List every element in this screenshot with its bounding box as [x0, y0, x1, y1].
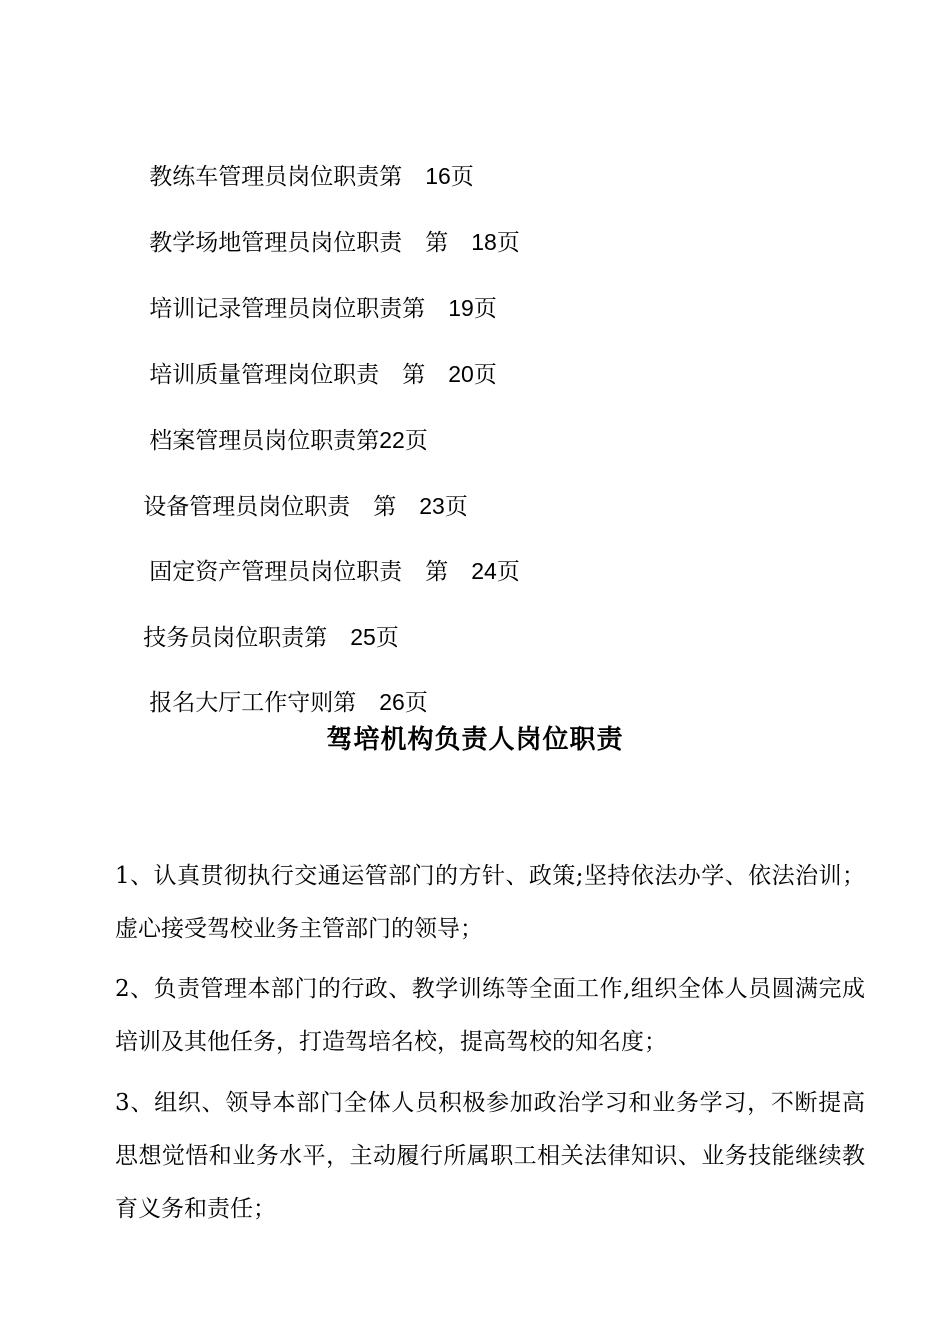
- toc-entry-gap: [425, 296, 448, 322]
- toc-entry-suffix: 页: [496, 230, 520, 256]
- toc-entry-gap: [402, 230, 425, 256]
- toc-entry-page: 23: [419, 493, 445, 519]
- paragraph: 3、组织、领导本部门全体人员积极参加政治学习和业务学习，不断提高思想觉悟和业务水平，主动履行所属职工相关法律知识、业务技能继续教育义务和责任；: [115, 1090, 865, 1222]
- toc-entry-gap: [402, 164, 425, 190]
- toc-entry-gap: [379, 362, 402, 388]
- toc-entry-gap: [327, 625, 350, 651]
- toc-entry-page: 26: [379, 689, 405, 715]
- paragraph: 2、负责管理本部门的行政、教学训练等全面工作,组织全体人员圆满完成培训及其他任务，打造驾培名校，提高驾校的知名度；: [115, 976, 865, 1055]
- toc-entry-prefix: 第: [425, 559, 472, 585]
- toc-entry-page: 20: [448, 361, 474, 387]
- toc-entry-title: 培训记录管理员岗位职责第: [149, 296, 426, 322]
- toc-entry-title: 报名大厅工作守则第: [149, 690, 357, 716]
- toc-entry-suffix: 页: [450, 164, 474, 190]
- toc-entry-page: 18: [471, 229, 497, 255]
- toc-entry-prefix: 第: [373, 494, 420, 520]
- toc-entry-title: 固定资产管理员岗位职责: [149, 559, 403, 585]
- toc-entry-title: 技务员岗位职责第: [143, 625, 328, 651]
- toc-entry-suffix: 页: [444, 494, 468, 520]
- toc-entry-page: 22: [379, 427, 405, 453]
- toc-entry-suffix: 页: [496, 559, 520, 585]
- toc-entry-gap: [350, 494, 373, 520]
- toc-entry-prefix: 第: [425, 230, 472, 256]
- toc-entry-title: 档案管理员岗位职责第: [149, 428, 380, 454]
- toc-entry-title: 设备管理员岗位职责: [143, 494, 351, 520]
- paragraph: 1、认真贯彻执行交通运管部门的方针、政策;坚持依法办学、依法治训；虚心接受驾校业务主管部门的领导；: [115, 863, 865, 942]
- toc-entry-gap: [356, 690, 379, 716]
- toc-entry-suffix: 页: [473, 362, 497, 388]
- toc-entry-suffix: 页: [404, 428, 428, 454]
- toc-entry-title: 教学场地管理员岗位职责: [149, 230, 403, 256]
- toc-entry-page: 19: [448, 295, 474, 321]
- toc-entry-title: 教练车管理员岗位职责第: [149, 164, 403, 190]
- toc-entry-suffix: 页: [473, 296, 497, 322]
- toc-entry-page: 25: [350, 624, 376, 650]
- toc-entry-suffix: 页: [375, 625, 399, 651]
- toc-entry-prefix: 第: [402, 362, 449, 388]
- toc-entry-page: 24: [471, 558, 497, 584]
- toc-entry-suffix: 页: [404, 690, 428, 716]
- toc-entry-gap: [402, 559, 425, 585]
- toc-entry-title: 培训质量管理岗位职责: [149, 362, 380, 388]
- toc-entry-page: 16: [425, 163, 451, 189]
- section-heading: 驾培机构负责人岗位职责: [326, 725, 624, 755]
